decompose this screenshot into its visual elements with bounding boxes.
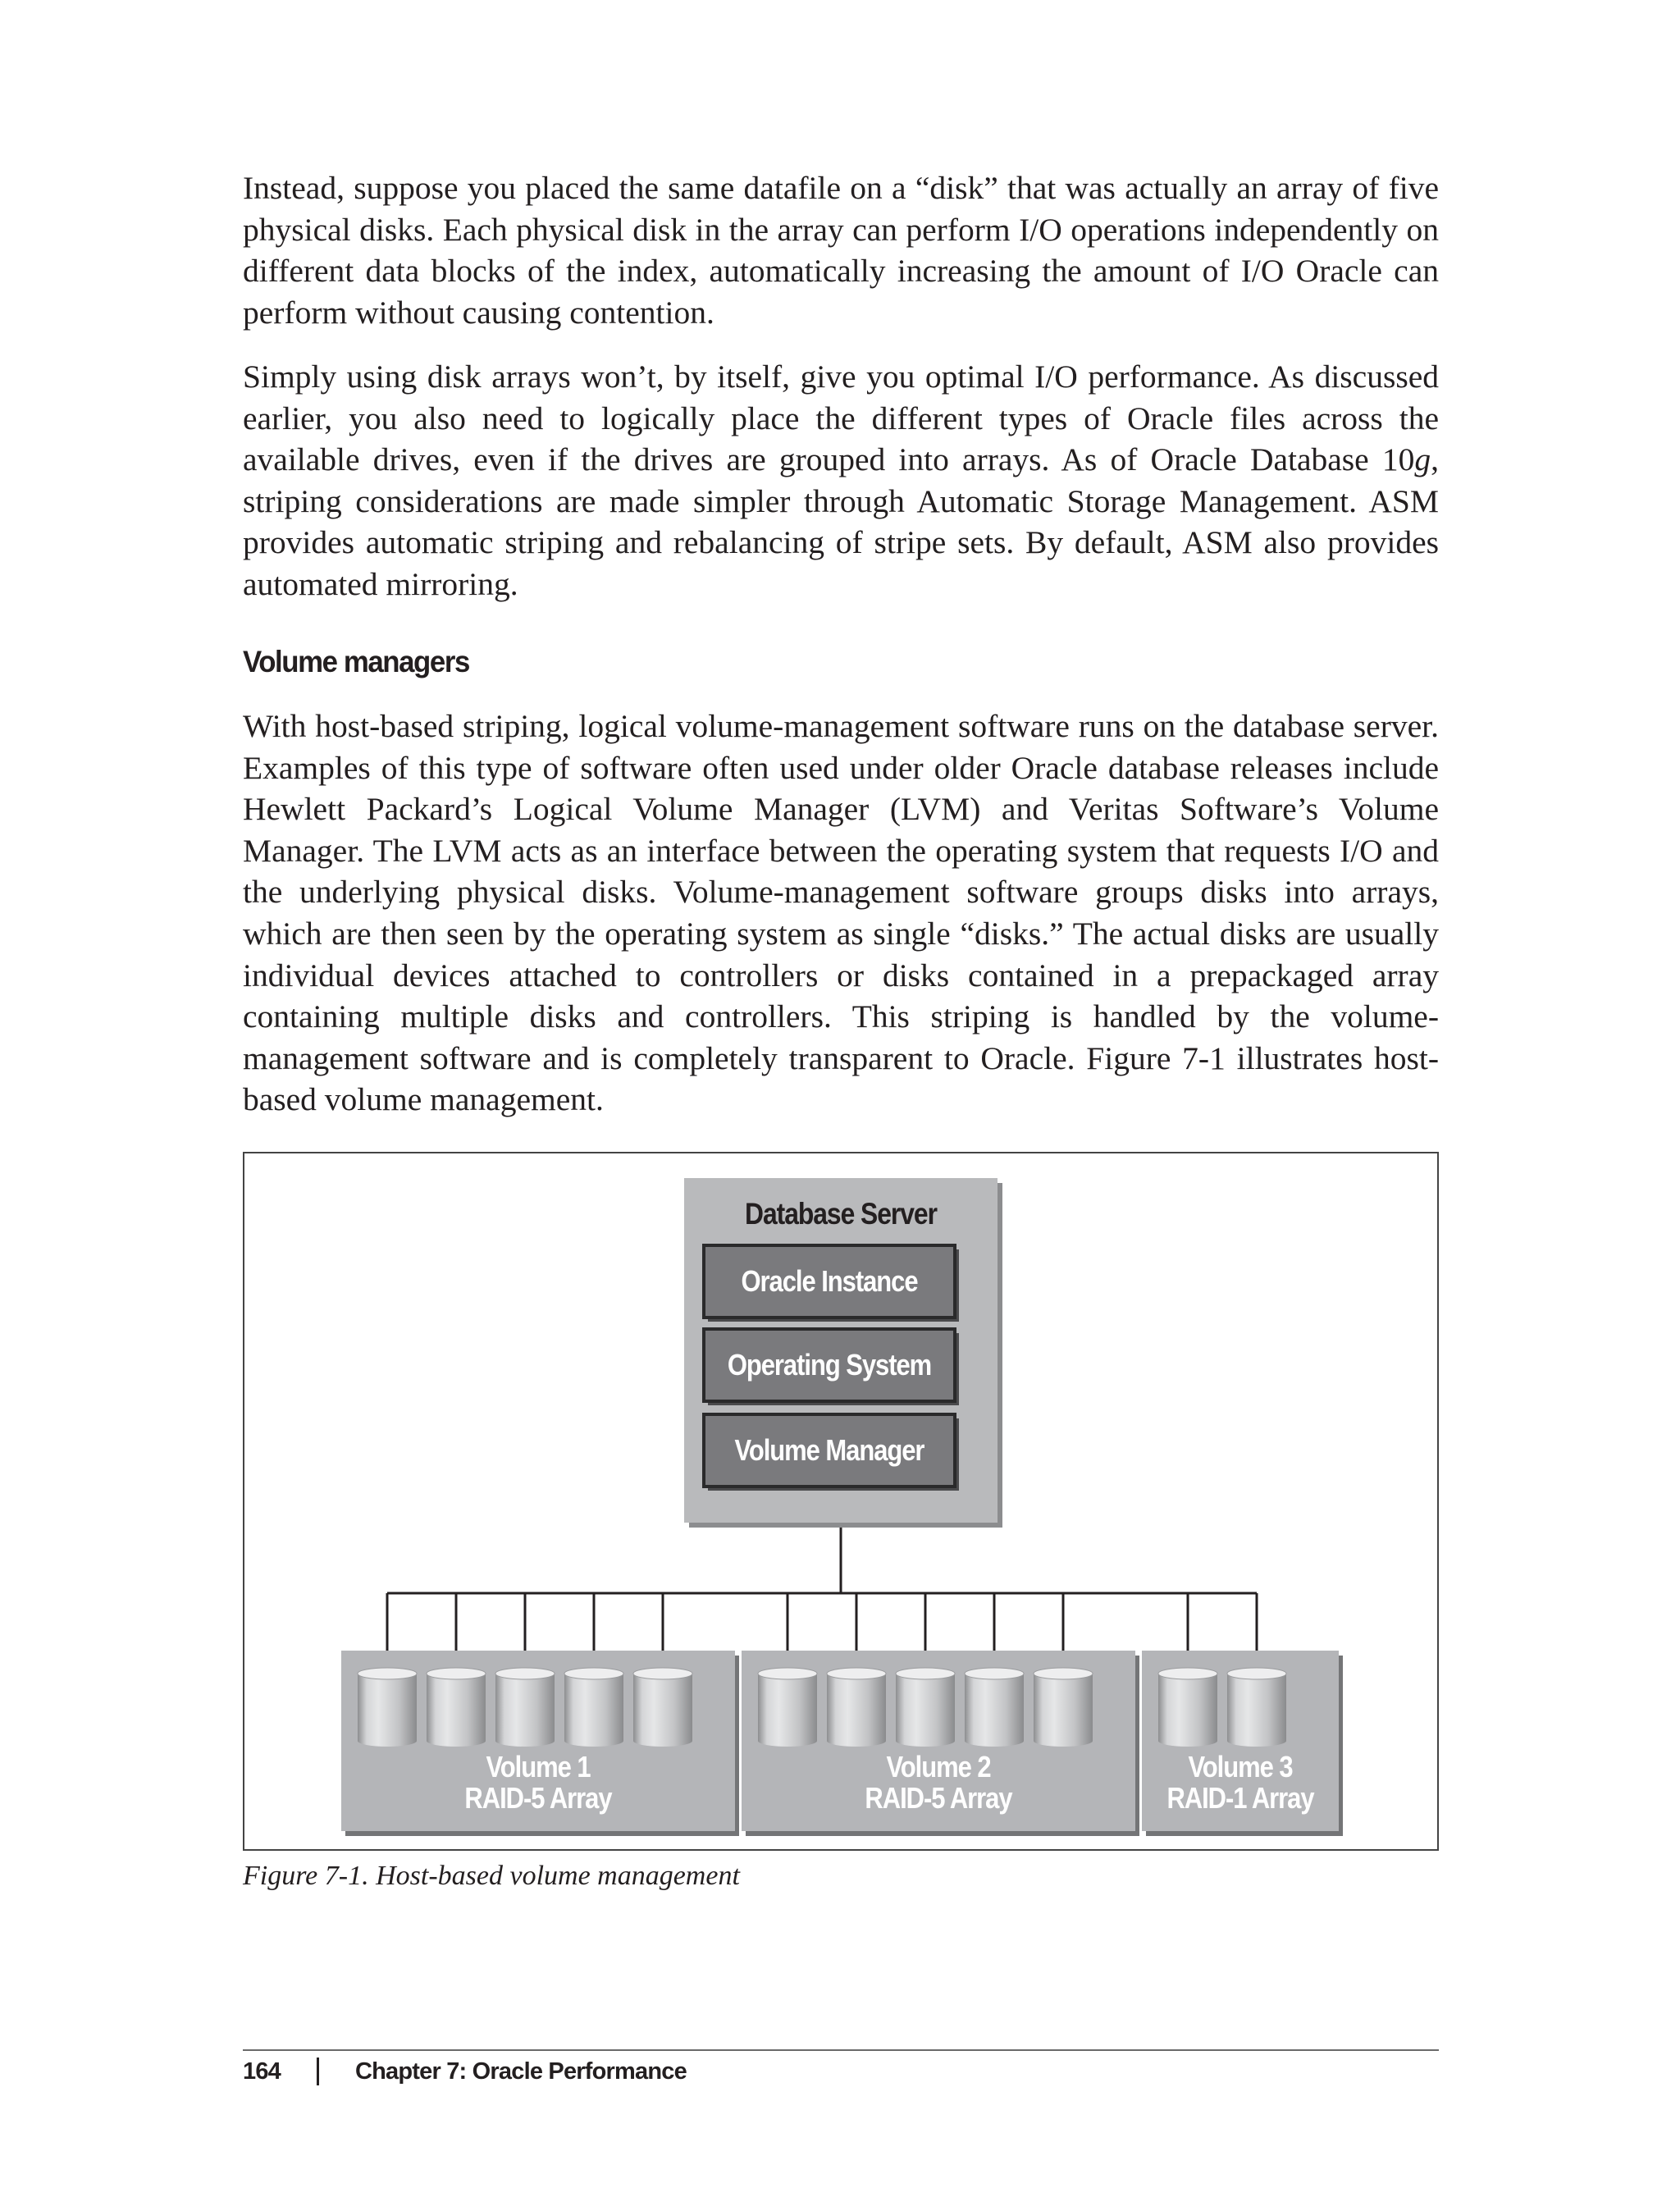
volume-2-disk-top bbox=[965, 1668, 1024, 1679]
volume-3-disk bbox=[1227, 1668, 1286, 1747]
volume-2-disk-top bbox=[896, 1668, 955, 1679]
volume-1-disk-body bbox=[633, 1674, 692, 1747]
connector-lines bbox=[387, 1528, 1257, 1664]
volume-1-disk-top bbox=[564, 1668, 623, 1679]
section-heading: Volume managers bbox=[243, 645, 469, 678]
volume-1-disk bbox=[427, 1668, 486, 1747]
operating-system-label: Operating System bbox=[727, 1349, 932, 1382]
volume-2-disk-body bbox=[827, 1674, 886, 1747]
volume-2-disk-top bbox=[758, 1668, 817, 1679]
page-number: 164 bbox=[243, 2058, 281, 2085]
volume-1-disk-body bbox=[564, 1674, 623, 1747]
volume-1-disk-top bbox=[427, 1668, 486, 1679]
volume-3-disk-body bbox=[1227, 1674, 1286, 1747]
volume-2-disk-top bbox=[1034, 1668, 1093, 1679]
paragraph-2-italic: g bbox=[1414, 441, 1431, 478]
volume-1-disk-body bbox=[358, 1674, 417, 1747]
volume-1-disk-top bbox=[358, 1668, 417, 1679]
volume-3-disk-top bbox=[1158, 1668, 1217, 1679]
volume-1-disk bbox=[495, 1668, 555, 1747]
volume-manager-label: Volume Manager bbox=[734, 1434, 924, 1468]
volume-1-name: Volume 1 bbox=[486, 1751, 591, 1784]
paragraph-1: Instead, suppose you placed the same datafile on a “disk” that was actually an array of five physical disks. Each physical disk in the array can perform I/O operations independently on different data blocks of the index, automatically increasing the amount of I/O Oracle can perform without causing contention. bbox=[243, 170, 1439, 331]
volume-2-disk bbox=[965, 1668, 1024, 1747]
volume-3-name: Volume 3 bbox=[1188, 1751, 1293, 1784]
oracle-instance-label: Oracle Instance bbox=[741, 1265, 918, 1299]
volume-1-disk-body bbox=[427, 1674, 486, 1747]
volume-2-disk-body bbox=[758, 1674, 817, 1747]
volume-2-disk-top bbox=[827, 1668, 886, 1679]
volume-1-disk bbox=[564, 1668, 623, 1747]
volume-1-type: RAID-5 Array bbox=[464, 1782, 612, 1815]
volume-2-disk-body bbox=[1034, 1674, 1093, 1747]
figure-caption: Figure 7-1. Host-based volume management bbox=[243, 1861, 740, 1891]
volume-arrays bbox=[341, 1651, 1343, 1836]
server-title: Database Server bbox=[745, 1197, 937, 1231]
page-footer bbox=[243, 2058, 687, 2085]
volume-2-disk-body bbox=[896, 1674, 955, 1747]
volume-3-type: RAID-1 Array bbox=[1166, 1782, 1314, 1815]
volume-2-disk-body bbox=[965, 1674, 1024, 1747]
volume-3-disk-body bbox=[1158, 1674, 1217, 1747]
volume-2-name: Volume 2 bbox=[886, 1751, 991, 1784]
volume-2-disk bbox=[758, 1668, 817, 1747]
footer-separator bbox=[317, 2058, 319, 2085]
paragraph-2-part-1: Simply using disk arrays won’t, by itself, give you optimal I/O performance. As discussed earlier, you also need to logically place the different types of Oracle files across the available drives, even if the drives are grouped into arrays. As of Oracle Database 10 bbox=[243, 359, 1439, 478]
paragraph-3: With host-based striping, logical volume-management software runs on the database server. Examples of this type of software often used under older Oracle database releases include Hewlett Packard’s Logical Volume Manager (LVM) and Veritas Software’s Volume Manager. The LVM acts as an interface between the operating system that requests I/O and the underlying physical disks. Volume-management software groups disks into arrays, which are then seen by the operating system as single “disks.” The actual disks are usually individual devices attached to controllers or disks contained in a prepackaged array containing multiple disks and controllers. This striping is handled by the volume-management software and is completely transparent to Oracle. Figure 7-1 illustrates host-based volume management. bbox=[243, 708, 1439, 1118]
volume-2-disk bbox=[827, 1668, 886, 1747]
volume-1-disk-top bbox=[633, 1668, 692, 1679]
paragraph-2-part-2: , striping considerations are made simpler through Automatic Storage Management. ASM provides automatic striping and rebalancing of stripe sets. By default, ASM also provides automated mirroring. bbox=[243, 441, 1439, 602]
footer-rule bbox=[243, 2049, 1439, 2051]
host-based-volume-diagram bbox=[244, 1153, 1440, 1852]
volume-1-disk-body bbox=[495, 1674, 555, 1747]
volume-1-disk bbox=[358, 1668, 417, 1747]
paragraph-2 bbox=[243, 356, 1439, 605]
volume-1-disk-top bbox=[495, 1668, 555, 1679]
volume-2-disk bbox=[896, 1668, 955, 1747]
volume-3-disk bbox=[1158, 1668, 1217, 1747]
volume-1-disk bbox=[633, 1668, 692, 1747]
figure-frame bbox=[243, 1152, 1439, 1851]
volume-3-disk-top bbox=[1227, 1668, 1286, 1679]
volume-2-disk bbox=[1034, 1668, 1093, 1747]
chapter-title: Chapter 7: Oracle Performance bbox=[355, 2058, 687, 2085]
volume-2-type: RAID-5 Array bbox=[865, 1782, 1012, 1815]
database-server bbox=[684, 1178, 1002, 1528]
